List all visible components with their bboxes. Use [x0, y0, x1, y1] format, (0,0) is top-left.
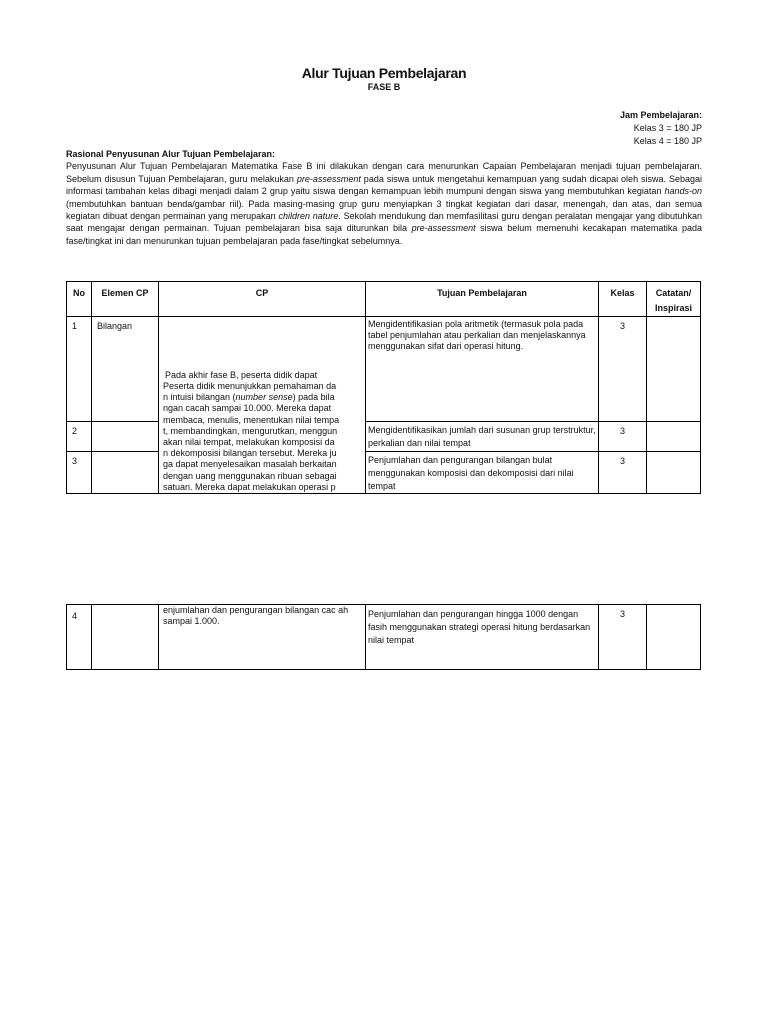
row-no: 2	[67, 422, 92, 452]
row-kelas: 3	[599, 317, 647, 422]
jam-pembelajaran	[620, 109, 702, 148]
jam-heading: Jam Pembelajaran:	[619, 110, 702, 120]
header-tujuan: Tujuan Pembelajaran	[366, 282, 599, 317]
row-kelas: 3	[599, 605, 647, 670]
cp-continued-cell: enjumlahan dan pengurangan bilangan cac ah sampai 1.000.	[159, 605, 366, 670]
rasional-paragraph: Penyusunan Alur Tujuan Pembelajaran Matematika Fase B ini dilakukan dengan cara menurunkan Capaian Pembelajaran menjadi tujuan pembelajaran. Sebelum disusun Tujuan Pembelajaran, guru melakukan pre-assessment pada siswa untuk mengetahui kemampuan yang sudah dicapai oleh siswa. Sebagai informasi tambahan kelas dibagi menjadi dalam 2 grup yaitu siswa dengan kemampuan lebih mumpuni dengan siswa yang membutuhkan kegiatan hands-on (membutuhkan bantuan benda/gambar riil). Pada masing-masing grup guru menyiapkan 3 tingkat kegiatan dari dasar, menengah, dan atas, dan semua kegiatan dibuat dengan permainan yang merupakan children nature. Sekolah mendukung dan memfasilitasi guru dengan peralatan mengajar yang dibutuhkan saat mengajar dengan permainan. Tujuan pembelajaran bisa saja diturunkan bila pre-assessment siswa belum memenuhi kecakapan matematika pada fase/tingkat ini dan menurunkan tujuan pembelajaran pada fase/tingkat sebelumnya.	[66, 161, 702, 246]
header-catatan: Catatan/ Inspirasi	[647, 282, 701, 317]
cp-text: Pada akhir fase B, peserta didik dapat Peserta didik menunjukkan pemahaman da n intuisi bilangan (number sense) pada bila ngan cacah sampai 10.000. Mereka dapat membaca, menulis, menentukan nilai tempa t, membandingkan, mengurutkan, menggun akan nilai tempat, melakukan komposisi da n dekomposisi bilangan tersebut. Mereka ju ga dapat menyelesaikan masalah berkaitan dengan uang menggunakan ribuan sebagai satuan. Mereka dapat melakukan operasi p	[163, 369, 340, 492]
rasional-section	[66, 148, 702, 247]
header-no: No	[67, 282, 92, 317]
rasional-heading: Rasional Penyusunan Alur Tujuan Pembelajaran:	[66, 149, 276, 159]
row-catatan	[647, 605, 701, 670]
jam-kelas-3: Kelas 3 = 180 JP	[633, 123, 702, 133]
row-catatan	[647, 317, 701, 422]
row-no: 3	[67, 452, 92, 494]
row-kelas: 3	[599, 452, 647, 494]
table-row	[67, 317, 701, 422]
row-elemen	[92, 452, 159, 494]
table-row	[67, 605, 701, 670]
jam-kelas-4: Kelas 4 = 180 JP	[633, 136, 702, 146]
atp-table	[66, 281, 701, 494]
header-kelas: Kelas	[599, 282, 647, 317]
row-tujuan: Mengidentifikasikan jumlah dari susunan grup terstruktur, perkalian dan nilai tempat	[366, 422, 599, 452]
row-no: 1	[67, 317, 92, 422]
row-kelas: 3	[599, 422, 647, 452]
row-tujuan: Penjumlahan dan pengurangan hingga 1000 dengan fasih menggunakan strategi operasi hitung berdasarkan nilai tempat	[366, 605, 599, 670]
row-no: 4	[67, 605, 92, 670]
header-cp: CP	[159, 282, 366, 317]
row-elemen: Bilangan	[92, 317, 159, 422]
row-tujuan: Penjumlahan dan pengurangan bilangan bulat menggunakan komposisi dan dekomposisi dari nilai tempat	[366, 452, 599, 494]
row-catatan	[647, 452, 701, 494]
row-elemen	[92, 422, 159, 452]
header-elemen-cp: Elemen CP	[92, 282, 159, 317]
cp-cell	[159, 317, 366, 494]
row-tujuan: Mengidentifikasian pola aritmetik (termasuk pola pada tabel penjumlahan atau perkalian dan menjelaskannya menggunakan sifat dari operasi hitung.	[366, 317, 599, 422]
table-header-row	[67, 282, 701, 317]
document-subtitle: FASE B	[367, 82, 401, 92]
row-elemen	[92, 605, 159, 670]
row-catatan	[647, 422, 701, 452]
document-title: Alur Tujuan Pembelajaran	[301, 65, 467, 81]
atp-table-continued	[66, 604, 701, 670]
